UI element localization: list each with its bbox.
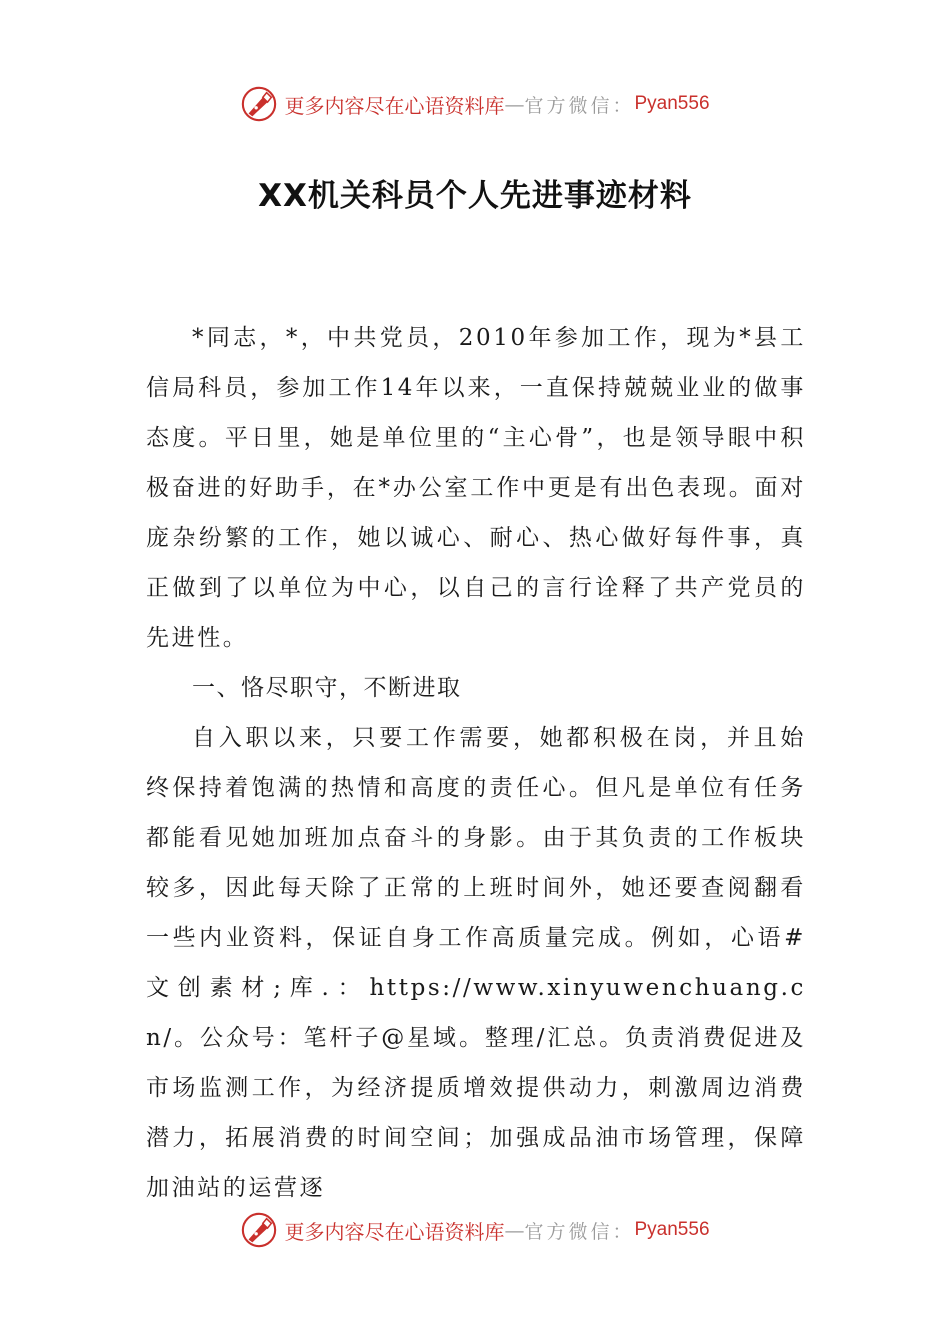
wechat-id: Pyan556 xyxy=(634,1219,710,1240)
pen-nib-logo-icon xyxy=(240,85,278,123)
footer-promo-banner xyxy=(0,1210,950,1250)
section-heading-1: 一、恪尽职守，不断进取 xyxy=(192,675,462,701)
promo-dash: — xyxy=(504,1218,525,1242)
wechat-id: Pyan556 xyxy=(634,93,710,114)
header-promo-banner xyxy=(0,84,950,124)
paragraph-section-1: 自入职以来，只要工作需要，她都积极在岗，并且始终保持着饱满的热情和高度的责任心。但凡是单位有任务都能看见她加班加点奋斗的身影。由于其负责的工作板块较多，因此每天除了正常的上班时间外，她还要查阅翻看一些内业资料，保证自身工作高质量完成。例如，心语#文创素材;库.：https://www.xinyuwenchuang.cn/。公众号：笔杆子@星域。整理/汇总。负责消费促进及市场监测工作，为经济提质增效提供动力，刺激周边消费潜力，拓展消费的时间空间；加强成品油市场管理，保障加油站的运营逐 xyxy=(146,725,806,1201)
document-body xyxy=(146,313,806,1213)
document-title: XX机关科员个人先进事迹材料 xyxy=(258,178,692,214)
promo-dash: — xyxy=(504,92,525,116)
wechat-label: 官方微信： xyxy=(524,94,635,117)
wechat-label: 官方微信： xyxy=(524,1220,635,1243)
promo-text: 更多内容尽在心语资料库 xyxy=(284,1219,505,1244)
paragraph-intro: *同志，*，中共党员，2010年参加工作，现为*县工信局科员，参加工作14年以来，一直保持兢兢业业的做事态度。平日里，她是单位里的“主心骨”，也是领导眼中积极奋进的好助手，在*办公室工作中更是有出色表现。面对庞杂纷繁的工作，她以诚心、耐心、热心做好每件事，真正做到了以单位为中心，以自己的言行诠释了共产党员的先进性。 xyxy=(146,325,806,651)
pen-nib-logo-icon xyxy=(240,1211,278,1249)
promo-text: 更多内容尽在心语资料库 xyxy=(284,93,505,118)
